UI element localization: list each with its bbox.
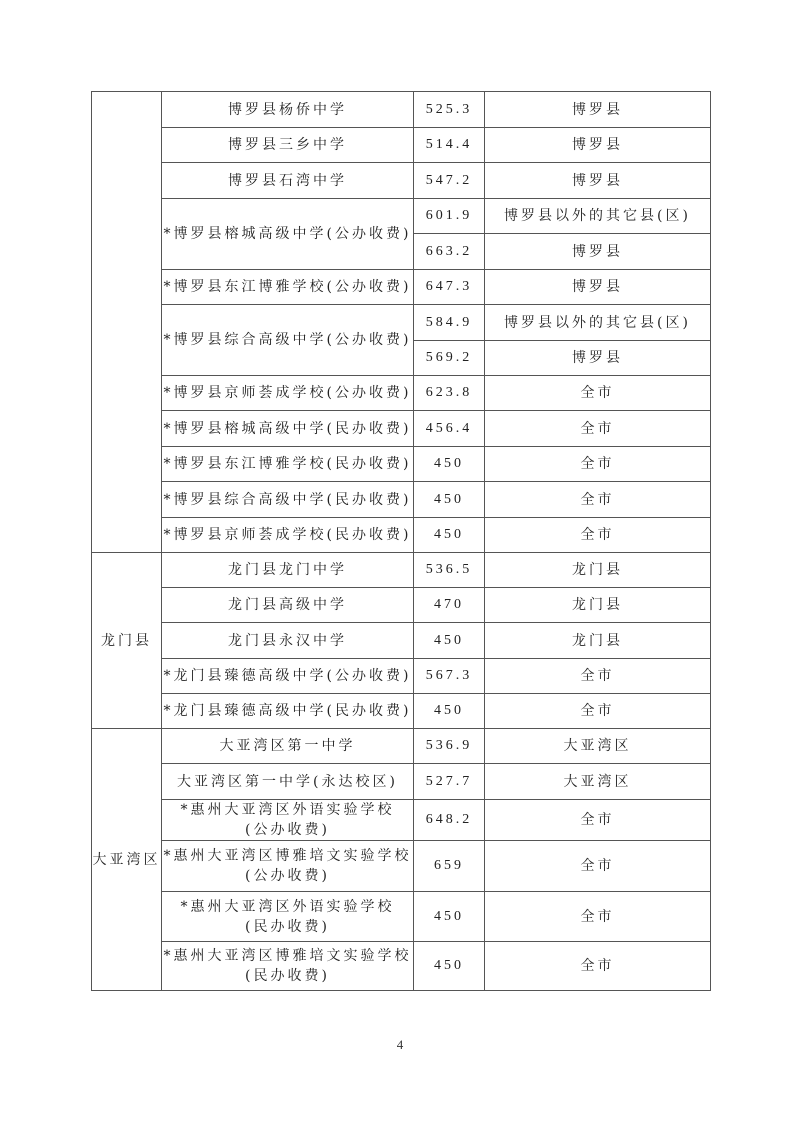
scope-cell: 龙门县 — [485, 588, 711, 623]
school-name-cell: *龙门县臻德高级中学(民办收费) — [162, 694, 414, 729]
scope-cell: 全市 — [485, 518, 711, 553]
table-row — [92, 376, 711, 411]
school-name-cell: 龙门县龙门中学 — [162, 553, 414, 588]
scope-cell: 全市 — [485, 694, 711, 729]
region-cell — [92, 92, 162, 553]
scope-cell: 全市 — [485, 447, 711, 482]
table-row — [92, 163, 711, 199]
score-cell: 647.3 — [414, 270, 485, 305]
scope-cell: 博罗县 — [485, 270, 711, 305]
scope-cell: 全市 — [485, 841, 711, 892]
scope-cell: 博罗县 — [485, 163, 711, 199]
score-cell: 450 — [414, 482, 485, 518]
score-cell: 527.7 — [414, 764, 485, 800]
table-row — [92, 411, 711, 447]
table-row — [92, 92, 711, 128]
scope-cell: 全市 — [485, 942, 711, 991]
table-row — [92, 128, 711, 163]
table-row — [92, 729, 711, 764]
school-name-cell: 龙门县高级中学 — [162, 588, 414, 623]
score-cell: 470 — [414, 588, 485, 623]
score-cell: 567.3 — [414, 659, 485, 694]
scope-cell: 博罗县 — [485, 92, 711, 128]
table-row — [92, 892, 711, 942]
page-number: 4 — [396, 1037, 404, 1052]
table-row — [92, 447, 711, 482]
score-cell: 601.9 — [414, 199, 485, 234]
school-name-cell: 大亚湾区第一中学(永达校区) — [162, 764, 414, 800]
region-cell: 龙门县 — [92, 553, 162, 729]
score-cell: 584.9 — [414, 305, 485, 341]
school-name-cell: 博罗县杨侨中学 — [162, 92, 414, 128]
scope-cell: 大亚湾区 — [485, 764, 711, 800]
table-row — [92, 199, 711, 234]
scope-cell: 全市 — [485, 800, 711, 841]
school-name-cell: 博罗县石湾中学 — [162, 163, 414, 199]
school-name-cell: *博罗县榕城高级中学(民办收费) — [162, 411, 414, 447]
school-name-cell: *博罗县榕城高级中学(公办收费) — [162, 199, 414, 270]
school-name-cell: *博罗县东江博雅学校(民办收费) — [162, 447, 414, 482]
score-cell: 450 — [414, 694, 485, 729]
school-name-cell: *惠州大亚湾区博雅培文实验学校 (民办收费) — [162, 942, 414, 991]
scope-cell: 全市 — [485, 892, 711, 942]
scope-cell: 博罗县以外的其它县(区) — [485, 305, 711, 341]
table-row — [92, 482, 711, 518]
score-cell: 450 — [414, 942, 485, 991]
table-row — [92, 553, 711, 588]
table-body — [92, 92, 711, 991]
table-row — [92, 764, 711, 800]
school-name-cell: 博罗县三乡中学 — [162, 128, 414, 163]
school-name-cell: 大亚湾区第一中学 — [162, 729, 414, 764]
school-name-cell: *龙门县臻德高级中学(公办收费) — [162, 659, 414, 694]
region-cell: 大亚湾区 — [92, 729, 162, 991]
table-row — [92, 694, 711, 729]
school-name-cell: *博罗县京师荟成学校(民办收费) — [162, 518, 414, 553]
score-cell: 536.5 — [414, 553, 485, 588]
scope-cell: 博罗县 — [485, 341, 711, 376]
school-name-cell: 龙门县永汉中学 — [162, 623, 414, 659]
score-cell: 456.4 — [414, 411, 485, 447]
score-cell: 547.2 — [414, 163, 485, 199]
table-row — [92, 623, 711, 659]
scope-cell: 全市 — [485, 482, 711, 518]
score-cell: 450 — [414, 623, 485, 659]
school-name-cell: *惠州大亚湾区博雅培文实验学校 (公办收费) — [162, 841, 414, 892]
table-row — [92, 588, 711, 623]
table-row — [92, 305, 711, 341]
score-cell: 450 — [414, 892, 485, 942]
table-row — [92, 518, 711, 553]
table-row — [92, 659, 711, 694]
scope-cell: 全市 — [485, 411, 711, 447]
table-row — [92, 942, 711, 991]
scope-cell: 全市 — [485, 659, 711, 694]
scope-cell: 博罗县 — [485, 234, 711, 270]
admission-score-table — [91, 91, 711, 991]
score-cell: 450 — [414, 518, 485, 553]
score-cell: 623.8 — [414, 376, 485, 411]
score-cell: 659 — [414, 841, 485, 892]
school-name-cell: *博罗县京师荟成学校(公办收费) — [162, 376, 414, 411]
scope-cell: 全市 — [485, 376, 711, 411]
scope-cell: 龙门县 — [485, 623, 711, 659]
school-name-cell: *惠州大亚湾区外语实验学校 (民办收费) — [162, 892, 414, 942]
school-name-cell: *博罗县综合高级中学(民办收费) — [162, 482, 414, 518]
score-cell: 450 — [414, 447, 485, 482]
table-row — [92, 841, 711, 892]
scope-cell: 龙门县 — [485, 553, 711, 588]
score-cell: 663.2 — [414, 234, 485, 270]
school-name-cell: *博罗县东江博雅学校(公办收费) — [162, 270, 414, 305]
scope-cell: 博罗县以外的其它县(区) — [485, 199, 711, 234]
school-name-cell: *博罗县综合高级中学(公办收费) — [162, 305, 414, 376]
table-row — [92, 800, 711, 841]
scope-cell: 大亚湾区 — [485, 729, 711, 764]
score-cell: 514.4 — [414, 128, 485, 163]
table-row — [92, 270, 711, 305]
scope-cell: 博罗县 — [485, 128, 711, 163]
score-cell: 525.3 — [414, 92, 485, 128]
school-name-cell: *惠州大亚湾区外语实验学校 (公办收费) — [162, 800, 414, 841]
score-cell: 536.9 — [414, 729, 485, 764]
score-cell: 569.2 — [414, 341, 485, 376]
score-cell: 648.2 — [414, 800, 485, 841]
